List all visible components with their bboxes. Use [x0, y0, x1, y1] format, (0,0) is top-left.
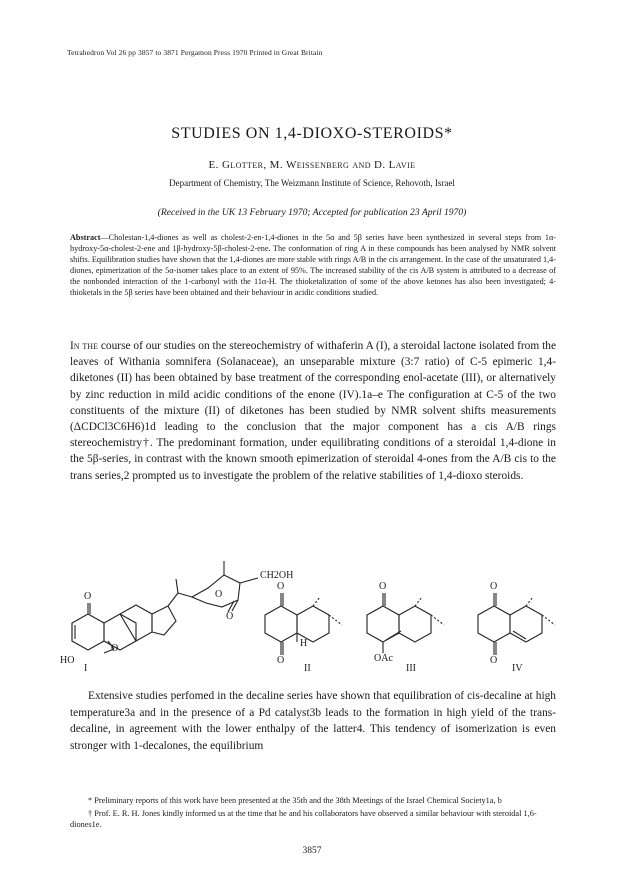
label-ch2oh: CH2OH [260, 570, 294, 581]
label-lactone-o: O [215, 589, 223, 600]
label-ho: HO [60, 655, 75, 666]
compound-I-skeleton [72, 561, 258, 653]
intro-paragraph [70, 338, 556, 484]
label-epoxide-o: O [111, 643, 119, 654]
abstract [70, 232, 556, 298]
footnote-preliminary: * Preliminary reports of this work have been presented at the 35th and the 38th Meetings of the Israel Chemical Society1a, b [88, 796, 502, 805]
label-compound-III: III [406, 663, 416, 674]
label-II-h: H [300, 638, 308, 649]
page-number: 3857 [302, 846, 322, 856]
label-compound-IV: IV [512, 663, 523, 674]
label-I-carbonyl-o: O [84, 591, 92, 602]
label-lactone-carbonyl-o: O [226, 611, 234, 622]
authors: E. Glotter, M. Weissenberg and D. Lavie [208, 159, 416, 171]
intro-lead: In the [70, 340, 98, 352]
label-compound-I: I [84, 663, 88, 674]
label-IV-o-bottom: O [490, 655, 498, 666]
structures-figure [60, 545, 580, 680]
label-oac: OAc [374, 653, 393, 664]
article-title: STUDIES ON 1,4-DIOXO-STEROIDS* [171, 125, 453, 142]
label-II-o-bottom: O [277, 655, 285, 666]
compound-III-skeleton [367, 593, 444, 653]
received-dates: (Received in the UK 13 February 1970; Accepted for publication 23 April 1970) [157, 207, 467, 218]
label-IV-o-top: O [490, 581, 498, 592]
affiliation: Department of Chemistry, The Weizmann Institute of Science, Rehovoth, Israel [169, 178, 455, 188]
footnote-jones: † Prof. E. R. H. Jones kindly informed us at the time that he and his collaborators have observed a similar behaviour with steroidal 1,6-diones1e. [70, 808, 537, 829]
footnotes [70, 795, 556, 832]
label-III-o: O [379, 581, 387, 592]
decaline-paragraph: Extensive studies perfomed in the decaline series have shown that equilibration of cis-decaline at high temperature3a and in the presence of a Pd catalyst3b leads to the formation in high yield of the trans-decaline, in agreement with the lower enthalpy of the latter4. This tendency of isomerization is even stronger with 1-decalones, the equilibrium [70, 690, 556, 752]
label-compound-II: II [304, 663, 311, 674]
journal-header: Tetrahedron Vol 26 pp 3857 to 3871 Pergamon Press 1970 Printed in Great Britain [67, 48, 323, 57]
compound-IV-skeleton [478, 593, 555, 655]
label-II-o-top: O [277, 581, 285, 592]
structures-drawing [60, 545, 580, 680]
abstract-text: —Cholestan-1,4-diones as well as cholest-2-en-1,4-diones in the 5α and 5β series have been synthesized in several steps from 1α-hydroxy-5α-cholest-2-ene and 1β-hydroxy-5β-cholest-2-ene. The conformation of ring A in these compounds has been analysed by NMR solvent shifts. Equilibration studies have shown that the 1,4-diones are more stable with rings A/B in the cis arrangement. In the case of the unsaturated 1,4-diones, epimerization of the 5α-isomer takes place to an extent of 95%. The increased stability of the cis A/B system is attributed to a decrease of the nonbonded interaction of the 1-carbonyl with the 11α-H. The thioketalization of some of the above ketones has also been investigated; 4-thioketals in the 5β series have been obtained and their behaviour in acidic conditions studied. [70, 233, 556, 297]
intro-text: course of our studies on the stereochemistry of withaferin A (I), a steroidal lactone isolated from the leaves of Withania somnifera (Solanaceae), an unseparable mixture (3:7 ratio) of C-5 epimeric 1,4-diketones (II) has been obtained by base treatment of the corresponding enol-acetate (III), or alternatively by zinc reduction in mild acidic conditions of the enone (IV).1a–e The configuration at C-5 of the two constituents of the mixture (II) of diketones has been studied by NMR solvent shifts measurements (ΔCDCl3C6H6)1d leading to the conclusion that the major component has a cis A/B rings stereochemistry†. The predominant formation, under equilibrating conditions of a steroidal 1,4-dione in the 5β-series, in contrast with the known smooth epimerization of steroidal 4-ones from the A/B cis to the trans series,2 prompted us to investigate the problem of the relative stabilities of 1,4-dioxo steroids. [70, 340, 557, 482]
abstract-label: Abstract [70, 233, 101, 242]
